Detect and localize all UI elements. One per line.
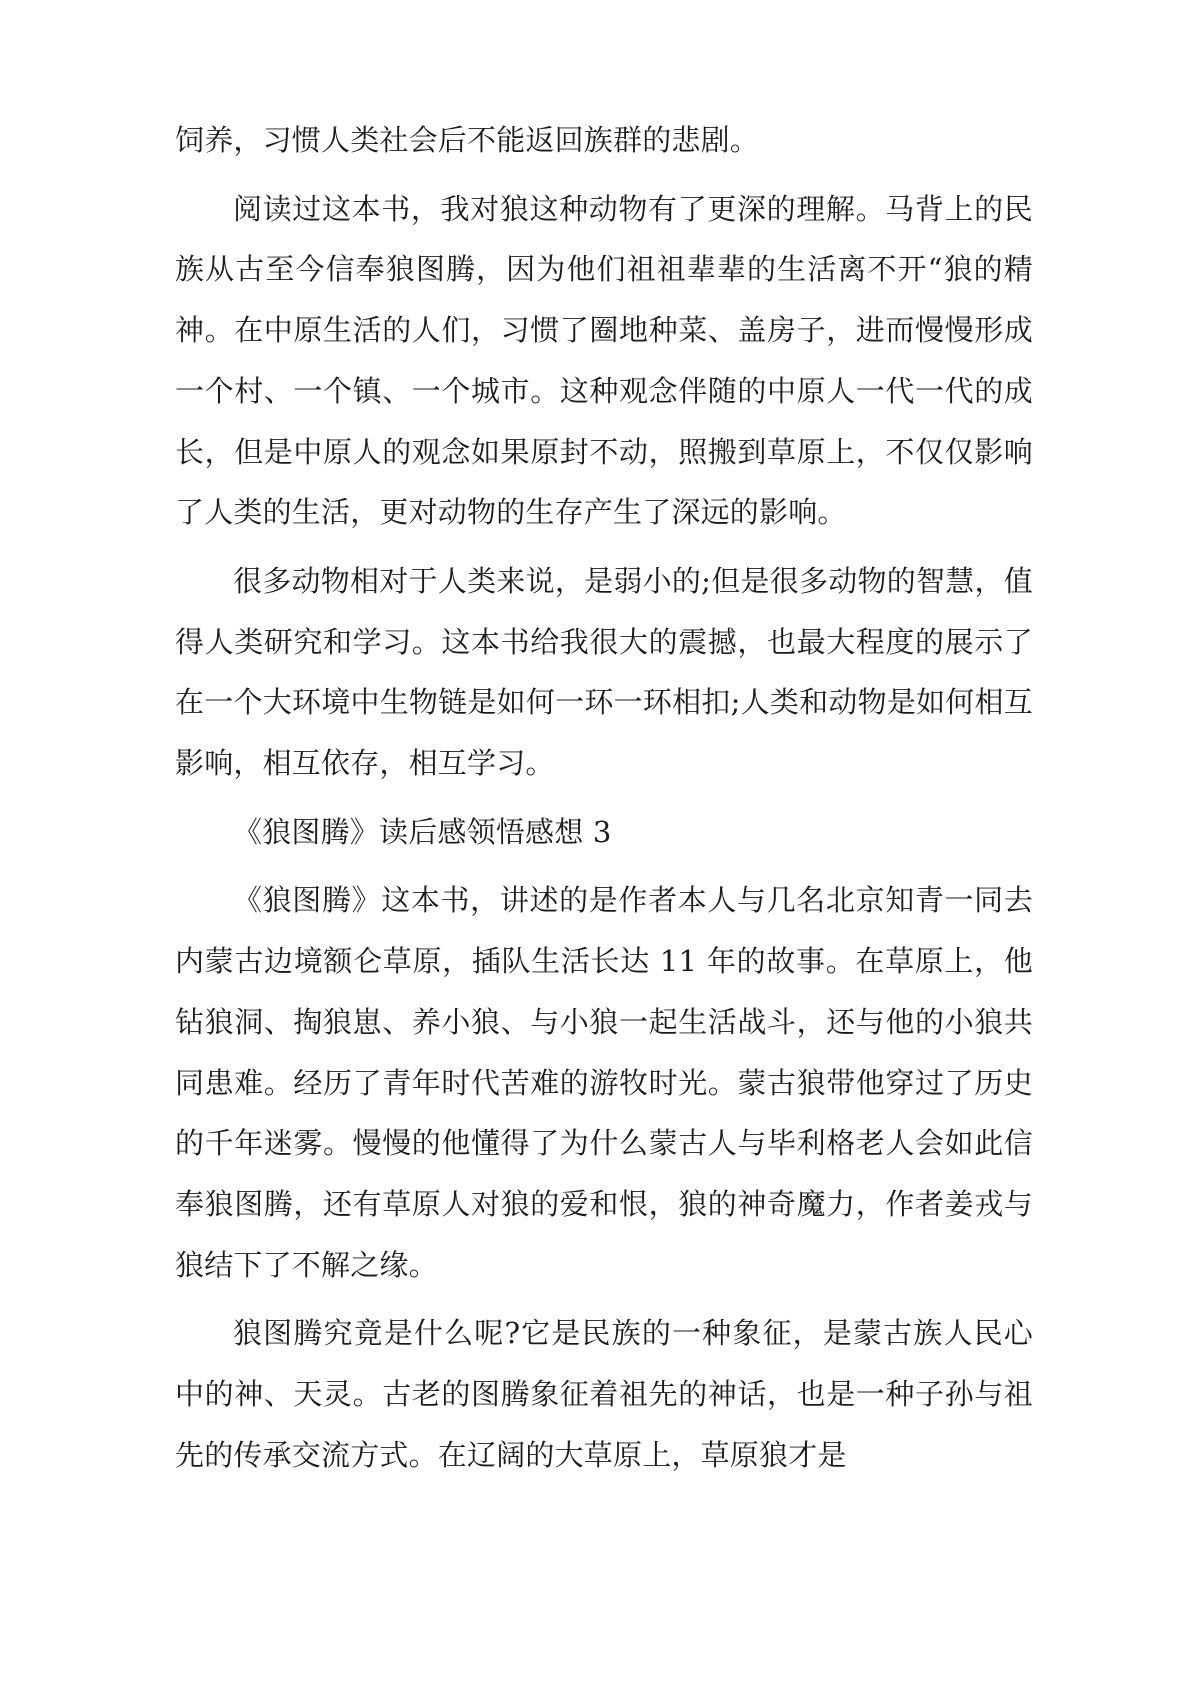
section-heading: 《狼图腾》读后感领悟感想 3 (233, 814, 612, 849)
paragraph-5: 狼图腾究竟是什么呢?它是民族的一种象征，是蒙古族人民心中的神、天灵。古老的图腾象征着祖先的神话，也是一种子孙与祖先的传承交流方式。在辽阔的大草原上，草原狼才是 (175, 1316, 1033, 1472)
paragraph-3: 很多动物相对于人类来说，是弱小的;但是很多动物的智慧，值得人类研究和学习。这本书给我很大的震撼，也最大程度的展示了在一个大环境中生物链是如何一环一环相扣;人类和动物是如何相互影响，相互依存，相互学习。 (175, 563, 1033, 781)
paragraph-1: 饲养，习惯人类社会后不能返回族群的悲剧。 (175, 123, 760, 157)
document-body (175, 110, 1033, 1493)
paragraph-4: 《狼图腾》这本书，讲述的是作者本人与几名北京知青一同去内蒙古边境额仑草原，插队生活长达 11 年的故事。在草原上，他钻狼洞、掏狼崽、养小狼、与小狼一起生活战斗，还与他的小狼共同患难。经历了青年时代苦难的游牧时光。蒙古狼带他穿过了历史的千年迷雾。慢慢的他懂得了为什么蒙古人与毕利格老人会如此信奉狼图腾，还有草原人对狼的爱和恨，狼的神奇魔力，作者姜戎与狼结下了不解之缘。 (175, 883, 1033, 1282)
paragraph-2: 阅读过这本书，我对狼这种动物有了更深的理解。马背上的民族从古至今信奉狼图腾，因为他们祖祖辈辈的生活离不开“狼的精神。在中原生活的人们，习惯了圈地种菜、盖房子，进而慢慢形成一个村、一个镇、一个城市。这种观念伴随的中原人一代一代的成长，但是中原人的观念如果原封不动，照搬到草原上，不仅仅影响了人类的生活，更对动物的生存产生了深远的影响。 (175, 191, 1033, 530)
